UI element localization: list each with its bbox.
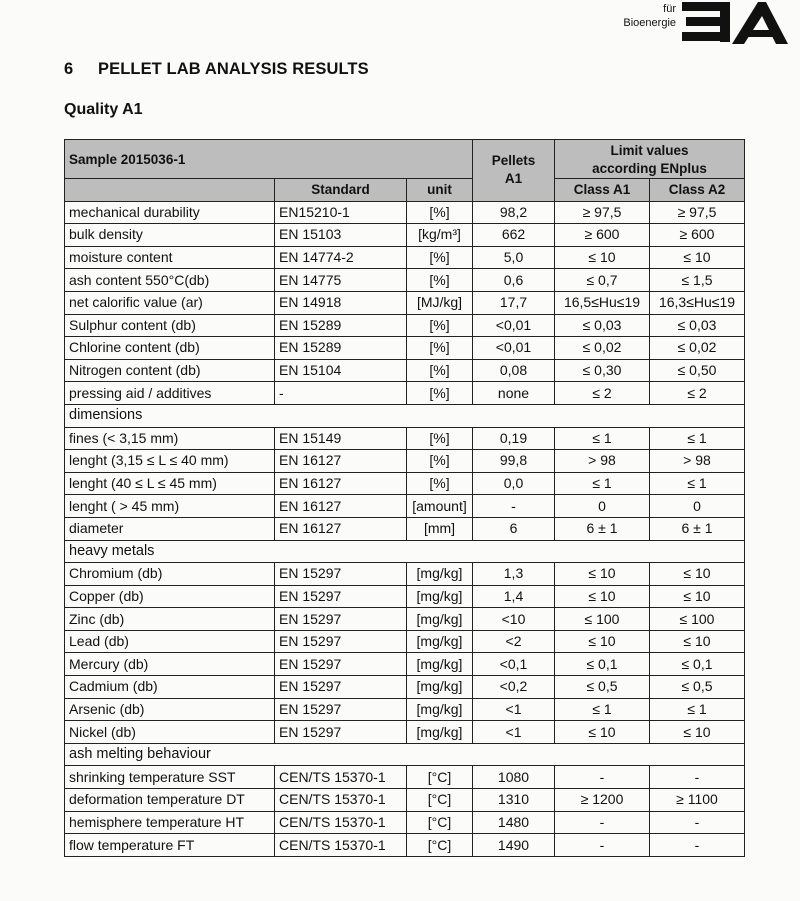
unit-cell: [mg/kg] — [407, 563, 473, 586]
parameter-header-blank — [65, 179, 275, 202]
class-a1-limit-cell: ≤ 0,1 — [555, 653, 650, 676]
standard-cell: EN 14775 — [275, 269, 407, 292]
parameter-cell: Cadmium (db) — [65, 676, 275, 699]
limit-header-line2: according ENplus — [592, 161, 707, 176]
class-a2-limit-cell: ≤ 10 — [650, 630, 745, 653]
class-a1-limit-cell: ≤ 0,7 — [555, 269, 650, 292]
standard-cell: EN 15297 — [275, 585, 407, 608]
class-a2-limit-cell: 0 — [650, 495, 745, 518]
parameter-cell: deformation temperature DT — [65, 789, 275, 812]
parameter-cell: flow temperature FT — [65, 834, 275, 857]
pellet-value-cell: <0,01 — [473, 337, 555, 360]
pellet-value-cell: 99,8 — [473, 450, 555, 473]
parameter-cell: lenght (3,15 ≤ L ≤ 40 mm) — [65, 450, 275, 473]
pellet-value-cell: 98,2 — [473, 201, 555, 224]
quality-subheading: Quality A1 — [64, 101, 143, 118]
parameter-cell: Zinc (db) — [65, 608, 275, 631]
standard-cell: EN 15297 — [275, 721, 407, 744]
table-row — [65, 472, 745, 495]
unit-cell: [mg/kg] — [407, 698, 473, 721]
standard-cell: EN 15297 — [275, 563, 407, 586]
table-row — [65, 246, 745, 269]
parameter-cell: Nitrogen content (db) — [65, 359, 275, 382]
standard-cell: EN15210-1 — [275, 201, 407, 224]
table-row — [65, 495, 745, 518]
pellet-value-cell: <0,01 — [473, 314, 555, 337]
class-a2-limit-cell: > 98 — [650, 450, 745, 473]
pellet-value-cell: 1480 — [473, 811, 555, 834]
pellet-value-cell: <10 — [473, 608, 555, 631]
class-a2-limit-cell: ≤ 1 — [650, 698, 745, 721]
standard-cell: EN 16127 — [275, 450, 407, 473]
class-a1-limit-cell: ≤ 10 — [555, 630, 650, 653]
pellet-value-cell: none — [473, 382, 555, 405]
table-row — [65, 517, 745, 540]
class-a2-limit-cell: ≥ 600 — [650, 224, 745, 247]
class-a2-limit-cell: ≤ 10 — [650, 721, 745, 744]
class-a1-limit-cell: ≤ 2 — [555, 382, 650, 405]
unit-cell: [°C] — [407, 766, 473, 789]
pellet-value-cell: <0,2 — [473, 676, 555, 699]
standard-cell: EN 15297 — [275, 653, 407, 676]
standard-header: Standard — [275, 179, 407, 202]
institute-logo — [612, 0, 788, 48]
class-a1-limit-cell: - — [555, 834, 650, 857]
pellet-value-cell: 0,08 — [473, 359, 555, 382]
table-row — [65, 608, 745, 631]
standard-cell: EN 16127 — [275, 517, 407, 540]
pellet-value-cell: 0,6 — [473, 269, 555, 292]
class-a1-limit-cell: - — [555, 766, 650, 789]
standard-cell: EN 16127 — [275, 495, 407, 518]
class-a1-limit-cell: ≤ 100 — [555, 608, 650, 631]
standard-cell: CEN/TS 15370-1 — [275, 834, 407, 857]
class-a1-limit-cell: ≥ 600 — [555, 224, 650, 247]
class-a1-limit-cell: ≤ 0,03 — [555, 314, 650, 337]
section-title: dimensions — [65, 404, 745, 427]
section-row — [65, 404, 745, 427]
standard-cell: EN 14918 — [275, 291, 407, 314]
pellets-header-line2: A1 — [504, 171, 523, 187]
table-row — [65, 563, 745, 586]
parameter-cell: Lead (db) — [65, 630, 275, 653]
standard-cell: EN 14774-2 — [275, 246, 407, 269]
standard-cell: CEN/TS 15370-1 — [275, 789, 407, 812]
table-row — [65, 224, 745, 247]
pellet-value-cell: 1,3 — [473, 563, 555, 586]
class-a1-limit-cell: ≥ 97,5 — [555, 201, 650, 224]
class-a1-limit-cell: - — [555, 811, 650, 834]
table-row — [65, 698, 745, 721]
pellet-value-cell: 5,0 — [473, 246, 555, 269]
unit-cell: [%] — [407, 450, 473, 473]
class-a1-limit-cell: ≤ 10 — [555, 721, 650, 744]
section-title: heavy metals — [65, 540, 745, 563]
pellet-value-cell: 1310 — [473, 789, 555, 812]
table-row — [65, 359, 745, 382]
standard-cell: EN 16127 — [275, 472, 407, 495]
class-a2-limit-cell: 16,3≤Hu≤19 — [650, 291, 745, 314]
parameter-cell: Sulphur content (db) — [65, 314, 275, 337]
class-a2-limit-cell: - — [650, 834, 745, 857]
class-a1-limit-cell: ≤ 0,5 — [555, 676, 650, 699]
table-row — [65, 585, 745, 608]
standard-cell: EN 15289 — [275, 314, 407, 337]
class-a2-limit-cell: ≤ 10 — [650, 563, 745, 586]
class-a2-limit-cell: ≤ 10 — [650, 246, 745, 269]
unit-cell: [mg/kg] — [407, 676, 473, 699]
pellet-value-cell: 1,4 — [473, 585, 555, 608]
pellet-value-cell: 662 — [473, 224, 555, 247]
standard-cell: EN 15149 — [275, 427, 407, 450]
parameter-cell: pressing aid / additives — [65, 382, 275, 405]
standard-cell: - — [275, 382, 407, 405]
sample-id: Sample 2015036-1 — [65, 140, 473, 179]
table-row — [65, 314, 745, 337]
logo-text-line2: Bioenergie — [623, 17, 676, 29]
parameter-cell: mechanical durability — [65, 201, 275, 224]
class-a1-limit-cell: ≥ 1200 — [555, 789, 650, 812]
table-row — [65, 630, 745, 653]
class-a1-header: Class A1 — [555, 179, 650, 202]
table-row — [65, 811, 745, 834]
unit-cell: [%] — [407, 201, 473, 224]
class-a2-limit-cell: ≤ 0,02 — [650, 337, 745, 360]
class-a1-limit-cell: 6 ± 1 — [555, 517, 650, 540]
class-a2-limit-cell: ≤ 0,5 — [650, 676, 745, 699]
parameter-cell: bulk density — [65, 224, 275, 247]
table-row — [65, 789, 745, 812]
standard-cell: EN 15297 — [275, 608, 407, 631]
unit-cell: [%] — [407, 269, 473, 292]
unit-cell: [%] — [407, 382, 473, 405]
class-a1-limit-cell: > 98 — [555, 450, 650, 473]
class-a2-limit-cell: ≤ 1 — [650, 427, 745, 450]
parameter-cell: ash content 550°C(db) — [65, 269, 275, 292]
class-a1-limit-cell: ≤ 10 — [555, 585, 650, 608]
unit-cell: [MJ/kg] — [407, 291, 473, 314]
unit-cell: [°C] — [407, 789, 473, 812]
class-a2-limit-cell: - — [650, 766, 745, 789]
unit-cell: [kg/m³] — [407, 224, 473, 247]
pellet-value-cell: <1 — [473, 698, 555, 721]
table-row — [65, 291, 745, 314]
section-number: 6 — [64, 60, 74, 78]
pellet-value-cell: <2 — [473, 630, 555, 653]
unit-cell: [°C] — [407, 834, 473, 857]
table-row — [65, 382, 745, 405]
standard-cell: EN 15297 — [275, 676, 407, 699]
class-a2-limit-cell: ≥ 97,5 — [650, 201, 745, 224]
section-row — [65, 743, 745, 766]
unit-cell: [%] — [407, 314, 473, 337]
logo-mark-icon — [680, 0, 790, 48]
standard-cell: EN 15289 — [275, 337, 407, 360]
table-row — [65, 766, 745, 789]
standard-cell: EN 15297 — [275, 698, 407, 721]
pellet-value-cell: - — [473, 495, 555, 518]
table-header-row — [65, 140, 745, 179]
pellet-value-cell: 0,0 — [473, 472, 555, 495]
class-a1-limit-cell: 0 — [555, 495, 650, 518]
parameter-cell: Mercury (db) — [65, 653, 275, 676]
class-a1-limit-cell: ≤ 10 — [555, 246, 650, 269]
class-a2-limit-cell: ≤ 2 — [650, 382, 745, 405]
parameter-cell: Chromium (db) — [65, 563, 275, 586]
pellet-value-cell: 1490 — [473, 834, 555, 857]
parameter-cell: lenght (40 ≤ L ≤ 45 mm) — [65, 472, 275, 495]
class-a2-limit-cell: ≤ 10 — [650, 585, 745, 608]
parameter-cell: moisture content — [65, 246, 275, 269]
table-row — [65, 653, 745, 676]
class-a1-limit-cell: ≤ 0,02 — [555, 337, 650, 360]
unit-cell: [%] — [407, 246, 473, 269]
parameter-cell: lenght ( > 45 mm) — [65, 495, 275, 518]
class-a2-limit-cell: ≤ 1 — [650, 472, 745, 495]
unit-cell: [mg/kg] — [407, 585, 473, 608]
pellet-value-cell: 17,7 — [473, 291, 555, 314]
unit-cell: [mg/kg] — [407, 630, 473, 653]
table-row — [65, 834, 745, 857]
pellet-value-cell: <0,1 — [473, 653, 555, 676]
table-row — [65, 337, 745, 360]
parameter-cell: fines (< 3,15 mm) — [65, 427, 275, 450]
class-a2-limit-cell: ≤ 0,03 — [650, 314, 745, 337]
class-a2-limit-cell: ≤ 100 — [650, 608, 745, 631]
unit-cell: [mm] — [407, 517, 473, 540]
table-subheader-row — [65, 179, 745, 202]
parameter-cell: hemisphere temperature HT — [65, 811, 275, 834]
section-heading — [64, 60, 369, 79]
pellets-header — [473, 140, 555, 202]
standard-cell: CEN/TS 15370-1 — [275, 766, 407, 789]
section-row — [65, 540, 745, 563]
standard-cell: EN 15104 — [275, 359, 407, 382]
standard-cell: EN 15103 — [275, 224, 407, 247]
analysis-results-table — [64, 139, 745, 857]
class-a2-limit-cell: - — [650, 811, 745, 834]
standard-cell: EN 15297 — [275, 630, 407, 653]
class-a2-limit-cell: ≤ 1,5 — [650, 269, 745, 292]
class-a2-limit-cell: ≤ 0,50 — [650, 359, 745, 382]
section-title: ash melting behaviour — [65, 743, 745, 766]
table-row — [65, 269, 745, 292]
unit-cell: [amount] — [407, 495, 473, 518]
limit-header-line1: Limit values — [610, 143, 689, 158]
unit-cell: [%] — [407, 337, 473, 360]
unit-cell: [mg/kg] — [407, 608, 473, 631]
parameter-cell: net calorific value (ar) — [65, 291, 275, 314]
unit-cell: [°C] — [407, 811, 473, 834]
unit-header: unit — [407, 179, 473, 202]
parameter-cell: diameter — [65, 517, 275, 540]
parameter-cell: Copper (db) — [65, 585, 275, 608]
unit-cell: [mg/kg] — [407, 721, 473, 744]
pellet-value-cell: 1080 — [473, 766, 555, 789]
table-row — [65, 427, 745, 450]
class-a2-limit-cell: ≤ 0,1 — [650, 653, 745, 676]
unit-cell: [%] — [407, 472, 473, 495]
unit-cell: [%] — [407, 427, 473, 450]
unit-cell: [%] — [407, 359, 473, 382]
table-row — [65, 676, 745, 699]
pellet-value-cell: 6 — [473, 517, 555, 540]
table-row — [65, 721, 745, 744]
parameter-cell: Arsenic (db) — [65, 698, 275, 721]
class-a1-limit-cell: ≤ 1 — [555, 472, 650, 495]
parameter-cell: shrinking temperature SST — [65, 766, 275, 789]
class-a2-header: Class A2 — [650, 179, 745, 202]
class-a1-limit-cell: 16,5≤Hu≤19 — [555, 291, 650, 314]
section-title: PELLET LAB ANALYSIS RESULTS — [98, 60, 369, 78]
logo-text-line1: für — [663, 3, 676, 15]
pellet-value-cell: <1 — [473, 721, 555, 744]
class-a1-limit-cell: ≤ 10 — [555, 563, 650, 586]
standard-cell: CEN/TS 15370-1 — [275, 811, 407, 834]
class-a2-limit-cell: ≥ 1100 — [650, 789, 745, 812]
class-a1-limit-cell: ≤ 1 — [555, 698, 650, 721]
class-a1-limit-cell: ≤ 0,30 — [555, 359, 650, 382]
pellet-value-cell: 0,19 — [473, 427, 555, 450]
table-row — [65, 201, 745, 224]
parameter-cell: Chlorine content (db) — [65, 337, 275, 360]
table-row — [65, 450, 745, 473]
unit-cell: [mg/kg] — [407, 653, 473, 676]
pellets-header-line1: Pellets — [491, 153, 536, 169]
class-a1-limit-cell: ≤ 1 — [555, 427, 650, 450]
limit-values-header — [555, 140, 745, 179]
parameter-cell: Nickel (db) — [65, 721, 275, 744]
class-a2-limit-cell: 6 ± 1 — [650, 517, 745, 540]
